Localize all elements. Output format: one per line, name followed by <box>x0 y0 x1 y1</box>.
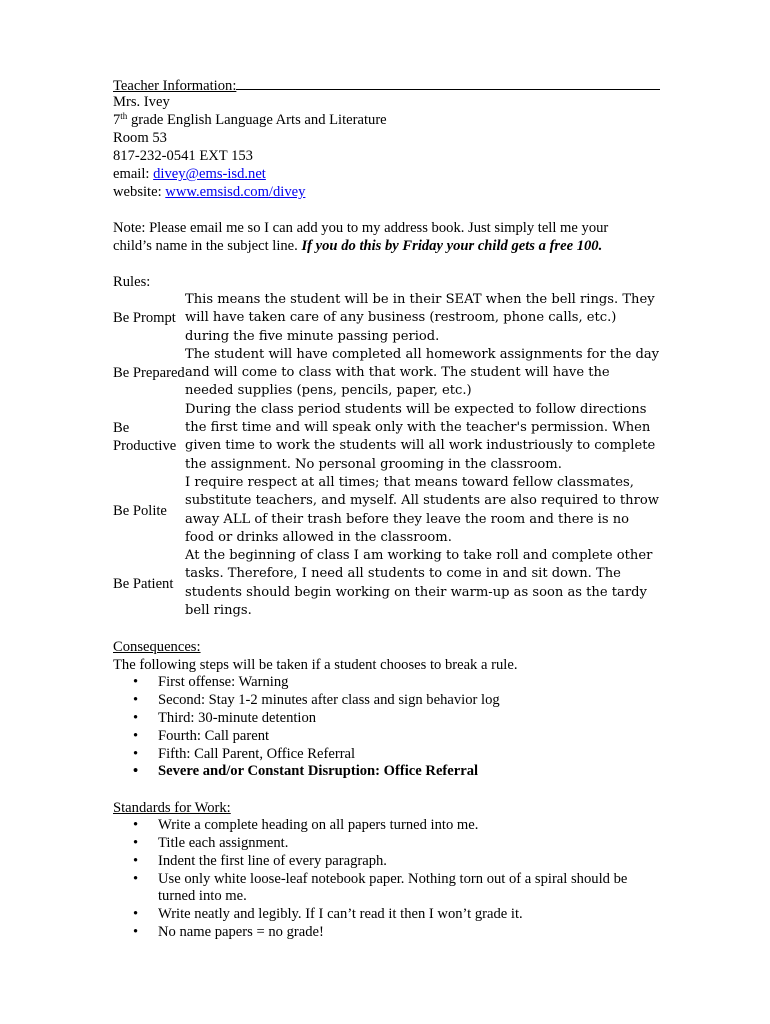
rule-description: At the beginning of class I am working to take roll and complete other tasks. Therefore, I need all students to come in and sit down. The students should begin working on their warm-up as soon as the tardy bell rings. <box>185 548 653 619</box>
list-item-text: Title each assignment. <box>158 834 289 851</box>
list-item <box>133 835 663 853</box>
teacher-name: Mrs. Ivey <box>113 94 170 110</box>
bullet-icon: • <box>133 870 139 887</box>
bullet-icon: • <box>133 817 139 834</box>
list-item <box>133 853 663 871</box>
teacher-room: Room 53 <box>113 130 167 146</box>
consequences-intro: The following steps will be taken if a student chooses to break a rule. <box>113 657 518 674</box>
list-item-text: Write neatly and legibly. If I can’t read it then I won’t grade it. <box>158 906 523 923</box>
list-item-text: Fifth: Call Parent, Office Referral <box>158 745 356 762</box>
list-item <box>133 710 663 728</box>
rule-row <box>113 401 661 474</box>
consequences-list <box>113 674 663 781</box>
bullet-icon: • <box>133 709 139 726</box>
email-link[interactable]: divey@ems-isd.net <box>153 166 266 182</box>
list-item-text: Indent the first line of every paragraph. <box>158 852 387 869</box>
teacher-grade <box>113 111 663 129</box>
rule-name: Be Prepared <box>113 365 185 382</box>
list-item-text: Third: 30-minute detention <box>158 709 317 726</box>
list-item <box>133 674 663 692</box>
rule-description: This means the student will be in their SEAT when the bell rings. They will have taken care of any business (restroom, phone calls, etc.) during the five minute passing period. <box>185 292 655 344</box>
rule-row <box>113 291 661 346</box>
email-note <box>113 219 643 255</box>
rule-description: The student will have completed all homework assignments for the day and will come to class with that work. The student will have the needed supplies (pens, pencils, paper, etc.) <box>185 346 660 399</box>
bullet-icon: • <box>133 745 139 762</box>
list-item <box>133 871 663 907</box>
website-link[interactable]: www.emsisd.com/divey <box>165 184 306 200</box>
grade-number: 7 <box>113 112 121 128</box>
rule-description: During the class period students will be expected to follow directions the first time and will speak only with the teacher's permission. When given time to work the students will all work industriously to complete the assignment. No personal grooming in the classroom. <box>185 401 656 472</box>
bullet-icon: • <box>133 923 139 940</box>
rule-description: I require respect at all times; that means toward fellow classmates, substitute teachers, and myself. All students are also required to throw away ALL of their trash before they leave the room and there is no food or drinks allowed in the classroom. <box>185 474 659 545</box>
standards-heading-text: Standards for Work: <box>113 800 231 817</box>
standards-heading <box>113 799 663 817</box>
teacher-info-heading-text: Teacher Information: <box>113 78 237 94</box>
consequences-heading <box>113 638 663 656</box>
rule-row <box>113 474 661 547</box>
list-item <box>133 746 663 764</box>
list-item <box>133 924 663 942</box>
teacher-info-heading <box>113 75 663 93</box>
email-label: email: <box>113 166 154 182</box>
website-label: website: <box>113 184 166 200</box>
bullet-icon: • <box>133 906 139 923</box>
list-item <box>133 906 663 924</box>
bullet-icon: • <box>133 674 139 691</box>
list-item-text: Use only white loose-leaf notebook paper. Nothing torn out of a spiral should be turned into me. <box>158 870 628 905</box>
list-item-text: No name papers = no grade! <box>158 923 324 940</box>
bullet-icon: • <box>133 692 139 709</box>
list-item <box>133 692 663 710</box>
rules-heading: Rules: <box>113 274 151 290</box>
rule-name: Be Productive <box>113 420 177 455</box>
rule-name: Be Polite <box>113 502 167 519</box>
grade-ordinal: th <box>120 111 128 121</box>
teacher-website <box>113 183 663 201</box>
rule-name: Be Prompt <box>113 310 176 327</box>
list-item-text: Severe and/or Constant Disruption: Office Referral <box>158 763 479 780</box>
note-emphasis: If you do this by Friday your child gets a free 100. <box>301 238 603 254</box>
note-text: Note: Please email me so I can add you to my address book. Just simply tell me your child’s name in the subject line. <box>113 220 609 254</box>
list-item-text: Fourth: Call parent <box>158 727 270 744</box>
list-item-text: First offense: Warning <box>158 674 289 691</box>
bullet-icon: • <box>133 763 139 780</box>
bullet-icon: • <box>133 852 139 869</box>
teacher-phone: 817-232-0541 EXT 153 <box>113 148 253 164</box>
heading-underline <box>236 75 660 90</box>
rule-row <box>113 346 661 401</box>
list-item <box>133 763 663 781</box>
rule-row <box>113 547 661 620</box>
list-item-text: Write a complete heading on all papers turned into me. <box>158 817 479 834</box>
list-item <box>133 728 663 746</box>
list-item <box>133 817 663 835</box>
consequences-heading-text: Consequences: <box>113 639 201 656</box>
bullet-icon: • <box>133 834 139 851</box>
rule-name: Be Patient <box>113 575 174 592</box>
rules-table <box>113 291 661 620</box>
list-item-text: Second: Stay 1-2 minutes after class and sign behavior log <box>158 692 500 709</box>
teacher-email <box>113 165 663 183</box>
grade-subject: grade English Language Arts and Literature <box>127 112 387 128</box>
standards-list <box>113 817 663 942</box>
document-page <box>113 75 663 942</box>
bullet-icon: • <box>133 727 139 744</box>
